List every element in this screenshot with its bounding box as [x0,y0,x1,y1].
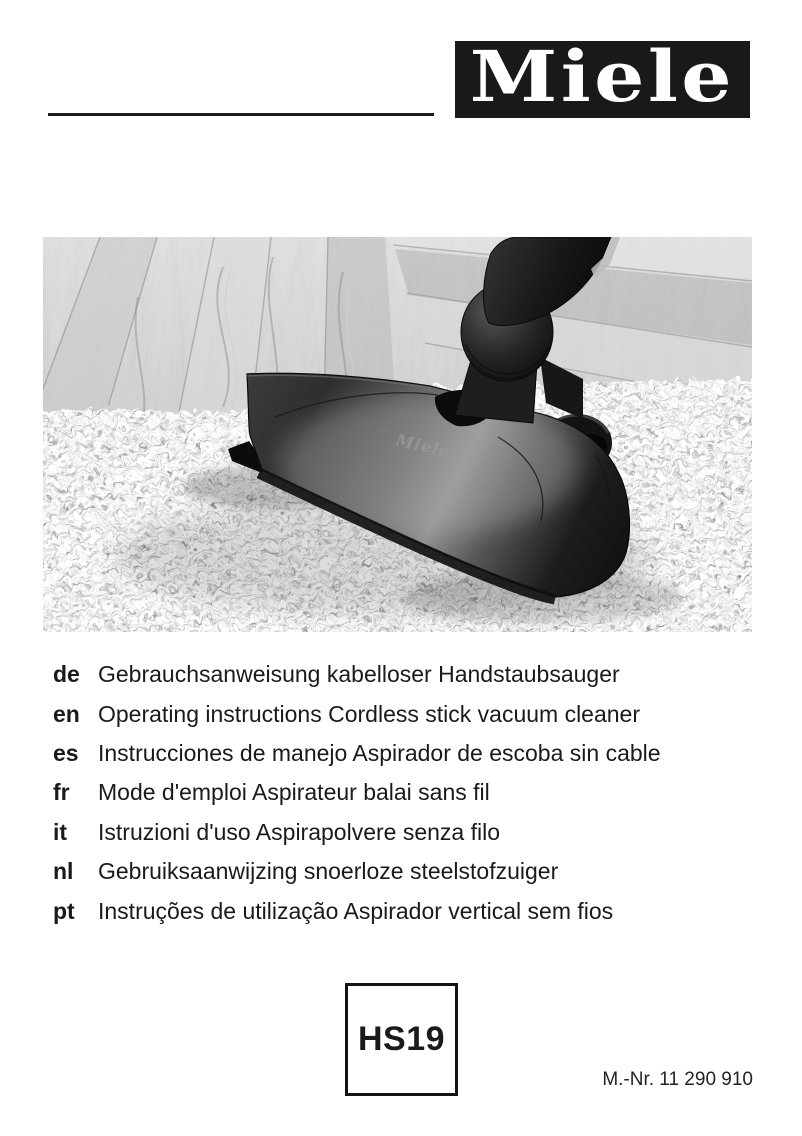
product-photo [43,237,752,632]
model-label: HS19 [357,1020,446,1058]
language-code: fr [53,779,70,806]
language-title: Instruções de utilização Aspirador vertical sem fios [98,897,614,924]
language-list [53,655,661,931]
language-title: Mode d'emploi Aspirateur balai sans fil [98,779,490,806]
language-title: Istruzioni d'uso Aspirapolvere senza filo [98,818,500,845]
language-row-de [53,655,661,694]
language-row-fr [53,773,661,812]
language-title: Instrucciones de manejo Aspirador de escoba sin cable [98,739,661,766]
language-title: Operating instructions Cordless stick vacuum cleaner [98,700,641,727]
language-code: de [53,661,80,688]
header-rule [48,113,434,116]
language-row-en [53,694,661,733]
language-code: it [53,818,68,845]
language-code: pt [53,897,75,924]
language-row-pt [53,891,661,930]
language-title: Gebrauchsanweisung kabelloser Handstaubsauger [98,661,620,688]
miele-logo [455,34,750,118]
language-row-it [53,813,661,852]
language-code: es [53,739,79,766]
language-row-nl [53,852,661,891]
miele-logo-text: Miele [469,34,736,118]
model-box [345,983,458,1096]
housing-emboss-text: Miele [394,430,453,462]
language-code: nl [53,858,74,885]
language-code: en [53,700,80,727]
language-title: Gebruiksaanwijzing snoerloze steelstofzuiger [98,858,559,885]
language-row-es [53,734,661,773]
material-number: M.-Nr. 11 290 910 [602,1069,753,1090]
